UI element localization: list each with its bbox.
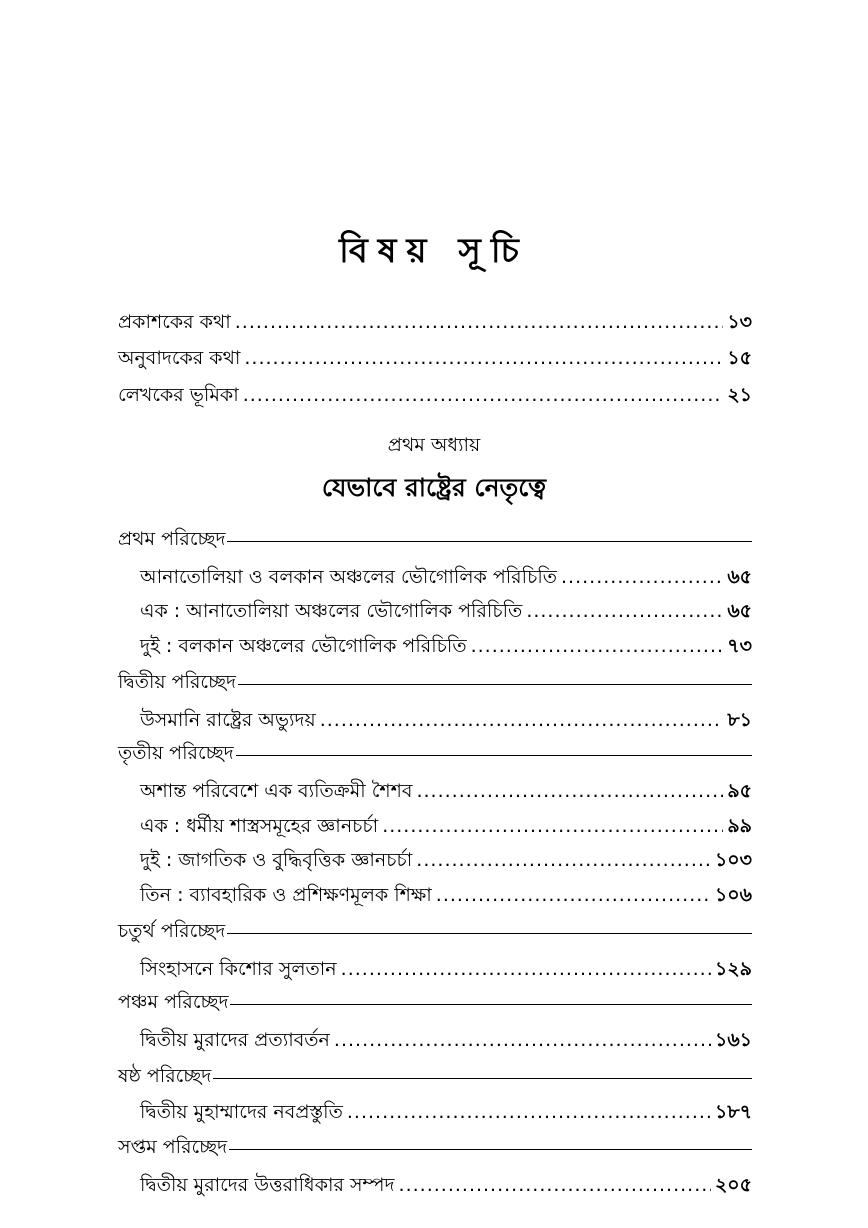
toc-entry[interactable] <box>140 1169 752 1201</box>
toc-entry-page: ১০৬ <box>714 884 752 906</box>
section-heading-label: তৃতীয় পরিচ্ছেদ <box>118 742 234 764</box>
toc-entry[interactable] <box>140 879 752 911</box>
section-heading-label: সপ্তম পরিচ্ছেদ <box>118 1136 228 1158</box>
section-heading <box>118 916 752 946</box>
toc-entry-label: দ্বিতীয় মুরাদের প্রত্যাবর্তন <box>140 1029 330 1051</box>
toc-entry[interactable] <box>140 630 752 662</box>
toc-entry-label: এক : আনাতোলিয়া অঞ্চলের ভৌগোলিক পরিচিতি <box>140 600 523 622</box>
dot-leader <box>416 775 723 807</box>
toc-entry-label: প্রকাশকের কথা <box>118 311 231 333</box>
toc-entry[interactable] <box>140 844 752 876</box>
toc-entry[interactable] <box>140 775 752 807</box>
section-heading <box>118 738 752 768</box>
section-heading-label: চতুর্থ পরিচ্ছেদ <box>118 920 226 942</box>
toc-entry-page: ১৩ <box>727 311 752 333</box>
toc-entry-label: লেখকের ভূমিকা <box>118 384 239 406</box>
dot-leader <box>471 630 724 662</box>
toc-entry-label: এক : ধর্মীয় শাস্ত্রসমূহের জ্ঞানচর্চা <box>140 815 379 837</box>
toc-entry-label: দ্বিতীয় মুহাম্মাদের নবপ্রস্তুতি <box>140 1101 343 1123</box>
section-rule <box>213 1078 752 1079</box>
toc-entry-label: সিংহাসনে কিশোর সুলতান <box>140 958 337 980</box>
dot-leader <box>341 953 711 985</box>
section-rule <box>236 755 752 756</box>
toc-entry-page: ৯৯ <box>727 815 752 837</box>
toc-entry-label: উসমানি রাষ্ট্রের অভ্যুদয় <box>140 709 316 731</box>
section-heading-label: ষষ্ঠ পরিচ্ছেদ <box>118 1065 212 1087</box>
toc-entry-author-preface[interactable] <box>118 379 752 411</box>
toc-entry-page: ২১ <box>727 384 752 406</box>
section-heading <box>118 987 752 1017</box>
dot-leader <box>561 561 723 593</box>
dot-leader <box>235 306 724 338</box>
toc-entry-page: ৯৫ <box>727 780 752 802</box>
dot-leader <box>399 1169 711 1201</box>
section-rule <box>227 933 752 934</box>
section-heading <box>118 1132 752 1162</box>
section-heading <box>118 667 752 697</box>
toc-entry-label: দ্বিতীয় মুরাদের উত্তরাধিকার সম্পদ <box>140 1174 395 1196</box>
toc-entry-label: অনুবাদকের কথা <box>118 347 241 369</box>
toc-entry-page: ১৬১ <box>714 1029 752 1051</box>
toc-entry[interactable] <box>140 1024 752 1056</box>
dot-leader <box>243 379 724 411</box>
toc-entry[interactable] <box>140 810 752 842</box>
toc-entry-page: ১২৯ <box>714 958 752 980</box>
dot-leader <box>526 595 723 627</box>
dot-leader <box>347 1096 711 1128</box>
toc-entry[interactable] <box>140 953 752 985</box>
toc-entry-publisher-note[interactable] <box>118 306 752 338</box>
dot-leader <box>382 810 723 842</box>
section-heading-label: প্রথম পরিচ্ছেদ <box>118 528 226 550</box>
section-heading <box>118 1061 752 1091</box>
toc-entry-page: ৬৫ <box>727 566 752 588</box>
toc-entry[interactable] <box>140 704 752 736</box>
toc-entry-page: ১৫ <box>727 347 752 369</box>
toc-entry-label: দুই : বলকান অঞ্চলের ভৌগোলিক পরিচিতি <box>140 635 467 657</box>
dot-leader <box>436 879 711 911</box>
toc-entry-page: ৭৩ <box>727 635 752 657</box>
section-heading-label: দ্বিতীয় পরিচ্ছেদ <box>118 671 237 693</box>
toc-entry-page: ৮১ <box>727 709 752 731</box>
toc-entry[interactable] <box>140 561 752 593</box>
toc-entry-page: ৬৫ <box>727 600 752 622</box>
toc-title: বিষয় সূচি <box>339 231 529 271</box>
toc-entry-translator-note[interactable] <box>118 342 752 374</box>
section-rule <box>230 1004 752 1005</box>
dot-leader <box>320 704 724 736</box>
toc-entry[interactable] <box>140 595 752 627</box>
toc-entry-page: ১০৩ <box>714 849 752 871</box>
toc-entry-label: আনাতোলিয়া ও বলকান অঞ্চলের ভৌগোলিক পরিচিতি <box>140 566 558 588</box>
section-heading-label: পঞ্চম পরিচ্ছেদ <box>118 991 229 1013</box>
toc-entry-page: ১৮৭ <box>714 1101 752 1123</box>
dot-leader <box>334 1024 711 1056</box>
section-rule <box>227 541 752 542</box>
toc-entry-label: তিন : ব্যাবহারিক ও প্রশিক্ষণমূলক শিক্ষা <box>140 884 432 906</box>
section-rule <box>229 1149 752 1150</box>
chapter-label: প্রথম অধ্যায় <box>387 434 481 456</box>
toc-entry[interactable] <box>140 1096 752 1128</box>
dot-leader <box>244 342 723 374</box>
section-rule <box>238 684 752 685</box>
dot-leader <box>416 844 711 876</box>
section-heading <box>118 524 752 554</box>
toc-entry-label: দুই : জাগতিক ও বুদ্ধিবৃত্তিক জ্ঞানচর্চা <box>140 849 413 871</box>
toc-entry-label: অশান্ত পরিবেশে এক ব্যতিক্রমী শৈশব <box>140 780 413 802</box>
toc-entry-page: ২০৫ <box>714 1174 752 1196</box>
chapter-title: যেভাবে রাষ্ট্রের নেতৃত্বে <box>321 473 547 502</box>
